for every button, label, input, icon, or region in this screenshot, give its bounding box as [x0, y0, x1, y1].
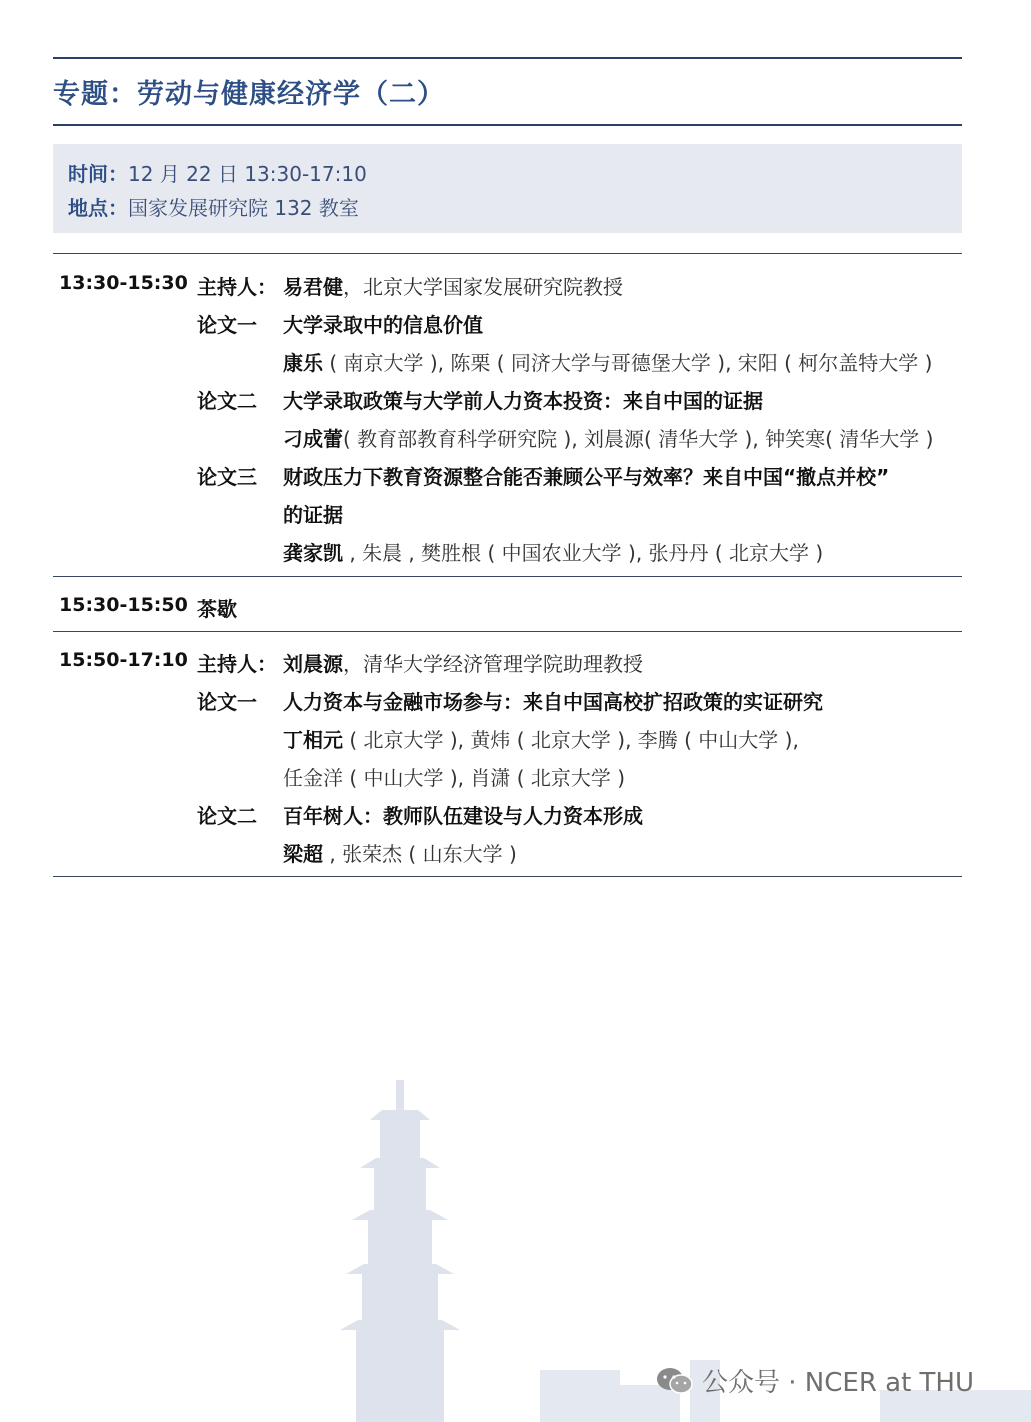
- paper-label: 论文一: [197, 690, 257, 714]
- paper-label: 论文三: [197, 465, 257, 489]
- author-rest: , 张荣杰 ( 山东大学 ): [323, 842, 517, 866]
- host-line: [283, 648, 643, 677]
- author-rest: ( 教育部教育科学研究院 ), 刘晨源( 清华大学 ), 钟笑寒( 清华大学 ): [343, 427, 934, 451]
- author-rest: ( 南京大学 ), 陈栗 ( 同济大学与哥德堡大学 ), 宋阳 ( 柯尔盖特大学 ): [323, 351, 933, 375]
- author-lead: 丁相元: [283, 728, 343, 752]
- paper-title: 人力资本与金融市场参与：来自中国高校扩招政策的实证研究: [283, 690, 823, 714]
- section-divider: [53, 253, 962, 254]
- watermark-text: 公众号 · NCER at THU: [702, 1368, 975, 1398]
- host-affiliation: ，北京大学国家发展研究院教授: [343, 275, 623, 299]
- place-label: 地点：: [68, 196, 128, 220]
- host-line: [283, 271, 623, 300]
- paper-authors: [283, 423, 933, 452]
- paper-label: 论文二: [197, 804, 257, 828]
- paper-authors-continued: [283, 762, 625, 791]
- author-lead: 刁成蕾: [283, 427, 343, 451]
- section-divider: [53, 576, 962, 577]
- time-value: 12 月 22 日 13:30-17:10: [128, 162, 367, 186]
- time-label: 时间：: [68, 162, 128, 186]
- section-divider: [53, 631, 962, 632]
- wechat-watermark: [656, 1362, 974, 1399]
- top-rule: [53, 57, 962, 59]
- session-time: 15:30-15:50: [59, 594, 188, 616]
- author-lead: 康乐: [283, 351, 323, 375]
- break-label: 茶歇: [197, 597, 237, 621]
- paper-title-continued: 的证据: [283, 503, 343, 527]
- place-row: [68, 192, 359, 221]
- host-name: 刘晨源: [283, 652, 343, 676]
- author-rest: ( 北京大学 ), 黄炜 ( 北京大学 ), 李腾 ( 中山大学 ),: [343, 728, 799, 752]
- info-box: [53, 144, 962, 233]
- paper-title: 百年树人：教师队伍建设与人力资本形成: [283, 804, 643, 828]
- paper-title: 大学录取政策与大学前人力资本投资：来自中国的证据: [283, 389, 763, 413]
- time-row: [68, 158, 367, 187]
- paper-label: 论文一: [197, 313, 257, 337]
- host-affiliation: ，清华大学经济管理学院助理教授: [343, 652, 643, 676]
- bottom-rule: [53, 876, 962, 877]
- host-label: 主持人：: [197, 652, 277, 676]
- session-time: 13:30-15:30: [59, 272, 188, 294]
- paper-authors: [283, 724, 799, 753]
- page-title: 专题：劳动与健康经济学（二）: [53, 79, 445, 110]
- place-value: 国家发展研究院 132 教室: [128, 196, 359, 220]
- title-underline: [53, 124, 962, 126]
- session-time: 15:50-17:10: [59, 649, 188, 671]
- host-name: 易君健: [283, 275, 343, 299]
- paper-label: 论文二: [197, 389, 257, 413]
- paper-authors: [283, 347, 932, 376]
- paper-authors: [283, 537, 823, 566]
- paper-authors: [283, 838, 517, 867]
- paper-title: 大学录取中的信息价值: [283, 313, 483, 337]
- host-label: 主持人：: [197, 275, 277, 299]
- author-rest: , 朱晨 , 樊胜根 ( 中国农业大学 ), 张丹丹 ( 北京大学 ): [343, 541, 824, 565]
- author-rest: 任金洋 ( 中山大学 ), 肖潇 ( 北京大学 ): [283, 766, 626, 790]
- wechat-icon: [656, 1366, 694, 1396]
- author-lead: 梁超: [283, 842, 323, 866]
- paper-title: 财政压力下教育资源整合能否兼顾公平与效率？来自中国“撤点并校”: [283, 465, 890, 489]
- author-lead: 龚家凯: [283, 541, 343, 565]
